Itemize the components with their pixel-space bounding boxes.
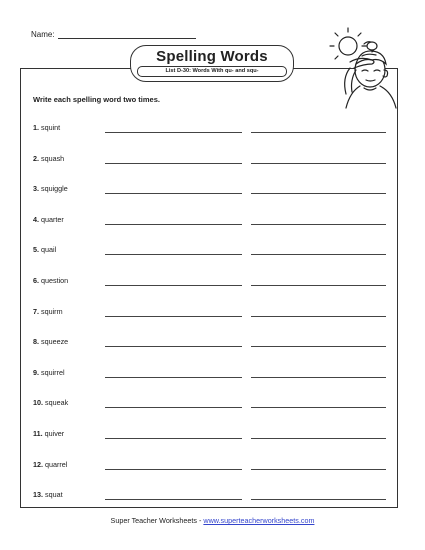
- word-number: 12.: [33, 459, 43, 469]
- write-line-second[interactable]: [251, 193, 386, 194]
- footer-separator: -: [196, 516, 204, 525]
- word-row: [33, 245, 393, 257]
- word-row: [33, 429, 393, 441]
- word-number: 10.: [33, 398, 43, 408]
- word-number: 2.: [33, 153, 39, 163]
- write-line-first[interactable]: [105, 346, 242, 347]
- spelling-word: quiver: [44, 429, 65, 438]
- word-number: 4.: [33, 214, 39, 224]
- write-line-second[interactable]: [251, 469, 386, 470]
- footer-brand: Super Teacher Worksheets: [110, 516, 197, 525]
- spelling-word: quarrel: [45, 459, 68, 469]
- write-line-second[interactable]: [251, 132, 386, 133]
- name-input-line[interactable]: [58, 29, 196, 39]
- spelling-word: squirrel: [41, 367, 65, 377]
- word-row: [33, 154, 393, 166]
- write-line-second[interactable]: [251, 438, 386, 439]
- write-line-second[interactable]: [251, 407, 386, 408]
- word-number: 11.: [33, 429, 43, 438]
- write-line-first[interactable]: [105, 469, 242, 470]
- word-row: [33, 368, 393, 380]
- name-field-row: [31, 29, 196, 39]
- word-row: [33, 215, 393, 227]
- write-line-second[interactable]: [251, 499, 386, 500]
- write-line-first[interactable]: [105, 407, 242, 408]
- write-line-second[interactable]: [251, 254, 386, 255]
- spelling-word: question: [41, 276, 69, 285]
- name-label: Name:: [31, 30, 55, 39]
- write-line-first[interactable]: [105, 193, 242, 194]
- instruction-text: Write each spelling word two times.: [33, 95, 160, 104]
- word-number: 5.: [33, 245, 39, 255]
- write-line-second[interactable]: [251, 377, 386, 378]
- word-number: 3.: [33, 184, 39, 194]
- write-line-second[interactable]: [251, 285, 386, 286]
- squinting-kid-illustration: [320, 18, 410, 110]
- page-title: Spelling Words: [156, 48, 268, 65]
- write-line-first[interactable]: [105, 377, 242, 378]
- write-line-first[interactable]: [105, 163, 242, 164]
- footer: [0, 516, 425, 525]
- write-line-first[interactable]: [105, 316, 242, 317]
- write-line-first[interactable]: [105, 132, 242, 133]
- write-line-first[interactable]: [105, 224, 242, 225]
- word-row: [33, 460, 393, 472]
- word-number: 6.: [33, 276, 39, 285]
- word-row: [33, 307, 393, 319]
- word-number: 13.: [33, 490, 43, 500]
- spelling-word: squint: [41, 123, 61, 132]
- write-line-second[interactable]: [251, 346, 386, 347]
- word-number: 1.: [33, 123, 39, 132]
- write-line-second[interactable]: [251, 163, 386, 164]
- word-row: [33, 184, 393, 196]
- write-line-first[interactable]: [105, 254, 242, 255]
- word-row: [33, 123, 393, 135]
- write-line-first[interactable]: [105, 499, 242, 500]
- spelling-word: squat: [45, 490, 63, 500]
- list-subtitle: List D-30: Words With qu- and squ-: [137, 66, 287, 77]
- word-number: 8.: [33, 337, 39, 347]
- word-row: [33, 337, 393, 349]
- footer-link[interactable]: www.superteacherworksheets.com: [203, 516, 315, 525]
- spelling-word: squeak: [45, 398, 69, 408]
- write-line-first[interactable]: [105, 285, 242, 286]
- spelling-word: squiggle: [41, 184, 68, 194]
- spelling-word: quail: [41, 245, 57, 255]
- word-row: [33, 398, 393, 410]
- word-number: 9.: [33, 367, 39, 377]
- spelling-word: quarter: [41, 214, 64, 224]
- write-line-first[interactable]: [105, 438, 242, 439]
- spelling-word: squeeze: [41, 337, 69, 347]
- spelling-word: squirm: [41, 306, 63, 316]
- word-row: [33, 490, 393, 502]
- spelling-word: squash: [41, 153, 65, 163]
- word-number: 7.: [33, 306, 39, 316]
- word-row: [33, 276, 393, 288]
- title-banner: [130, 45, 294, 82]
- write-line-second[interactable]: [251, 316, 386, 317]
- write-line-second[interactable]: [251, 224, 386, 225]
